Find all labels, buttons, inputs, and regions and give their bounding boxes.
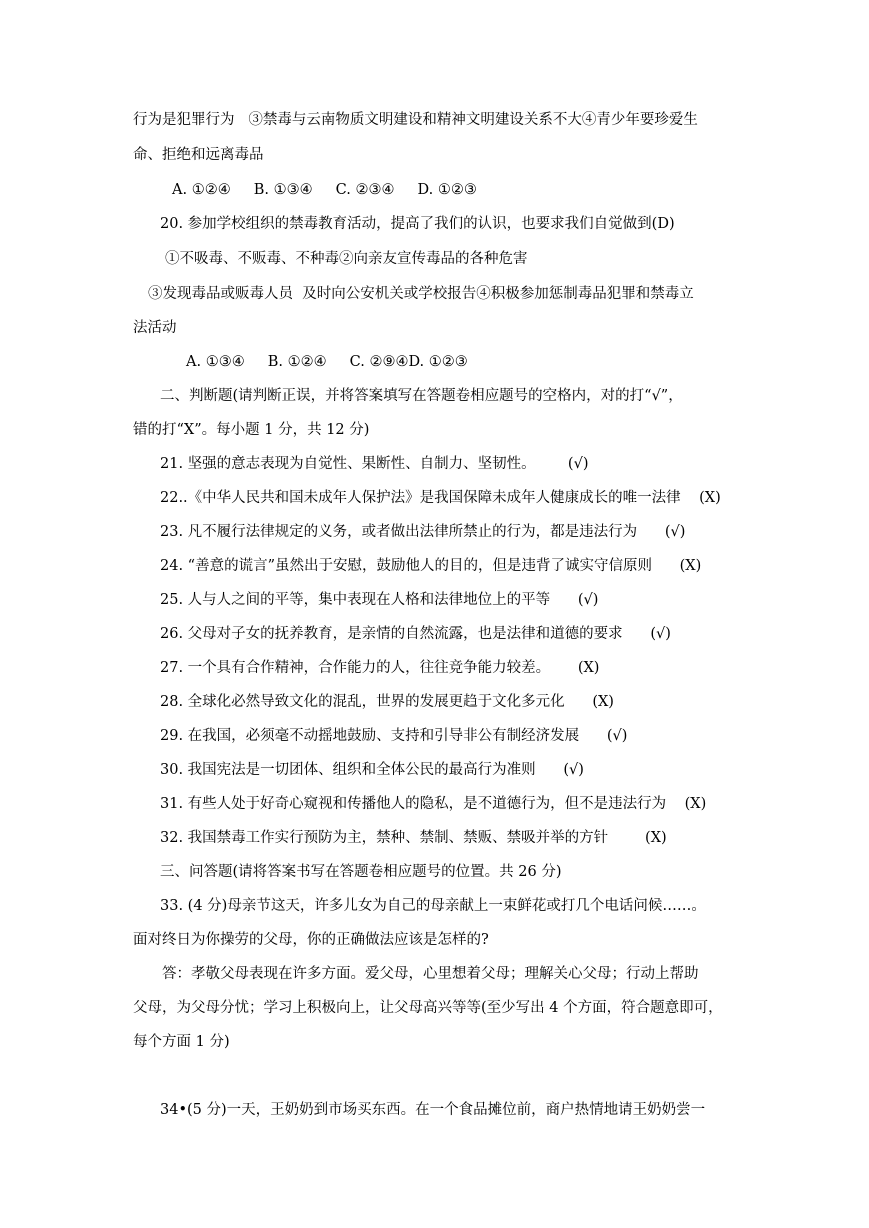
q20-item2-cont: 法活动: [133, 320, 177, 336]
judge-item: 22..《中华人民共和国未成年人保护法》是我国保障未成年人健康成长的唯一法律 (X): [160, 490, 721, 506]
q19-line2: 命、拒绝和远离毒品: [133, 147, 264, 163]
judge-item: 21. 坚强的意志表现为自觉性、果断性、自制力、坚韧性。 (√): [160, 456, 589, 472]
judge-item: 23. 凡不履行法律规定的义务，或者做出法律所禁止的行为，都是违法行为 (√): [160, 524, 686, 540]
q20-stem: 20. 参加学校组织的禁毒教育活动，提高了我们的认识，也要求我们自觉做到(D): [160, 216, 675, 232]
q20-options: A. ①③④ B. ①②④ C. ②⑨④D. ①②③: [186, 354, 468, 370]
judge-item: 24. “善意的谎言”虽然出于安慰，鼓励他人的目的，但是违背了诚实守信原则 (X): [160, 558, 702, 574]
q19-line1: 行为是犯罪行为 ③禁毒与云南物质文明建设和精神文明建设关系不大④青少年要珍爱生: [133, 112, 698, 128]
judge-item: 30. 我国宪法是一切团体、组织和全体公民的最高行为准则 (√): [160, 762, 584, 778]
q33-line1: 33. (4 分)母亲节这天，许多儿女为自己的母亲献上一束鲜花或打几个电话问候……。: [160, 898, 706, 914]
q34-line1: 34•(5 分)一天，王奶奶到市场买东西。在一个食品摊位前，商户热情地请王奶奶尝一: [160, 1102, 706, 1118]
judge-item: 25. 人与人之间的平等，集中表现在人格和法律地位上的平等 (√): [160, 592, 599, 608]
a33-line1: 答：孝敬父母表现在许多方面。爱父母，心里想着父母；理解关心父母；行动上帮助: [162, 966, 699, 982]
judge-item: 31. 有些人处于好奇心窥视和传播他人的隐私，是不道德行为，但不是违法行为 (X): [160, 796, 707, 812]
judge-item: 32. 我国禁毒工作实行预防为主，禁种、禁制、禁贩、禁吸并举的方针 (X): [160, 830, 667, 846]
section2-heading-cont: 错的打“X”。每小题 1 分，共 12 分): [133, 422, 370, 438]
section2-heading: 二、判断题(请判断正误，并将答案填写在答题卷相应题号的空格内，对的打“√”，: [160, 388, 683, 404]
section3-heading: 三、问答题(请将答案书写在答题卷相应题号的位置。共 26 分): [160, 864, 562, 880]
judge-item: 27. 一个具有合作精神，合作能力的人，往往竞争能力较差。 (X): [160, 660, 600, 676]
judge-item: 29. 在我国，必须毫不动摇地鼓励、支持和引导非公有制经济发展 (√): [160, 728, 628, 744]
q19-options: A. ①②④ B. ①③④ C. ②③④ D. ①②③: [172, 182, 477, 198]
judge-item: 26. 父母对子女的抚养教育，是亲情的自然流露，也是法律和道德的要求 (√): [160, 626, 671, 642]
a33-line3: 每个方面 1 分): [133, 1034, 230, 1050]
q33-line2: 面对终日为你操劳的父母，你的正确做法应该是怎样的?: [133, 932, 489, 948]
q20-item2: ③发现毒品或贩毒人员 及时向公安机关或学校报告④积极参加惩制毒品犯罪和禁毒立: [148, 286, 694, 302]
q20-item1: ①不吸毒、不贩毒、不种毒②向亲友宣传毒品的各种危害: [165, 251, 528, 267]
judge-item: 28. 全球化必然导致文化的混乱，世界的发展更趋于文化多元化 (X): [160, 694, 614, 710]
a33-line2: 父母，为父母分忧；学习上积极向上，让父母高兴等等(至少写出 4 个方面，符合题意即可，: [133, 1000, 723, 1016]
